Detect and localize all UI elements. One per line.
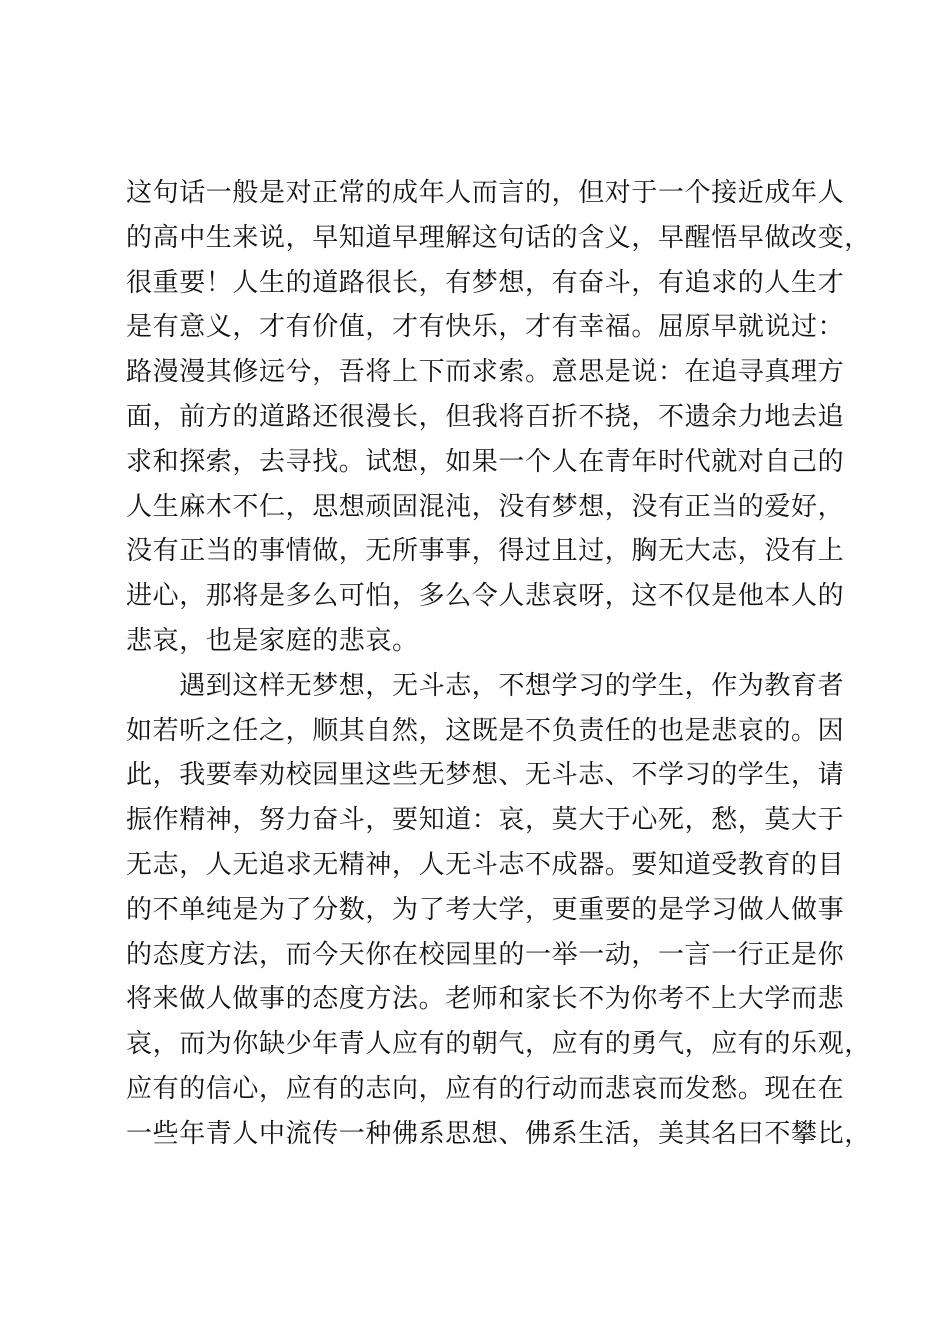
- text-line: 的态度方法，而今天你在校园里的一举一动，一言一行正是你: [126, 939, 845, 970]
- text-line: 人生麻木不仁，思想顽固混沌，没有梦想，没有正当的爱好，: [126, 491, 845, 522]
- text-line: 的高中生来说，早知道早理解这句话的含义，早醒悟早做改变，: [126, 222, 871, 253]
- text-line: 遇到这样无梦想，无斗志，不想学习的学生，作为教育者: [126, 670, 845, 701]
- text-line: 这句话一般是对正常的成年人而言的，但对于一个接近成年人: [126, 178, 845, 208]
- text-line: 哀，而为你缺少年青人应有的朝气，应有的勇气，应有的乐观，: [126, 1029, 871, 1060]
- text-line: 振作精神，努力奋斗，要知道：哀，莫大于心死，愁，莫大于: [126, 805, 845, 836]
- text-line: 路漫漫其修远兮，吾将上下而求索。意思是说：在追寻真理方: [126, 357, 845, 388]
- text-line: 如若听之任之，顺其自然，这既是不负责任的也是悲哀的。因: [126, 715, 845, 746]
- paragraph-1: [126, 171, 871, 664]
- text-line: 求和探索，去寻找。试想，如果一个人在青年时代就对自己的: [126, 446, 845, 477]
- text-line: 面，前方的道路还很漫长，但我将百折不挠，不遗余力地去追: [126, 401, 845, 432]
- text-line: 将来做人做事的态度方法。老师和家长不为你考不上大学而悲: [126, 984, 845, 1015]
- text-line: 没有正当的事情做，无所事事，得过且过，胸无大志，没有上: [126, 536, 845, 567]
- text-line: 进心，那将是多么可怕，多么令人悲哀呀，这不仅是他本人的: [126, 581, 845, 612]
- text-line: 应有的信心，应有的志向，应有的行动而悲哀而发愁。现在在: [126, 1073, 845, 1104]
- paragraph-2: [126, 664, 871, 1157]
- text-line: 无志，人无追求无精神，人无斗志不成器。要知道受教育的目: [126, 849, 845, 880]
- text-line: 此，我要奉劝校园里这些无梦想、无斗志、不学习的学生，请: [126, 760, 845, 791]
- text-line: 很重要！人生的道路很长，有梦想，有奋斗，有追求的人生才: [126, 267, 845, 298]
- text-line: 的不单纯是为了分数，为了考大学，更重要的是学习做人做事: [126, 894, 845, 925]
- body-text: [126, 171, 871, 1157]
- text-line: 悲哀，也是家庭的悲哀。: [126, 625, 419, 656]
- text-line: 是有意义，才有价值，才有快乐，才有幸福。屈原早就说过：: [126, 312, 845, 343]
- text-line: 一些年青人中流传一种佛系思想、佛系生活，美其名曰不攀比，: [126, 1118, 871, 1149]
